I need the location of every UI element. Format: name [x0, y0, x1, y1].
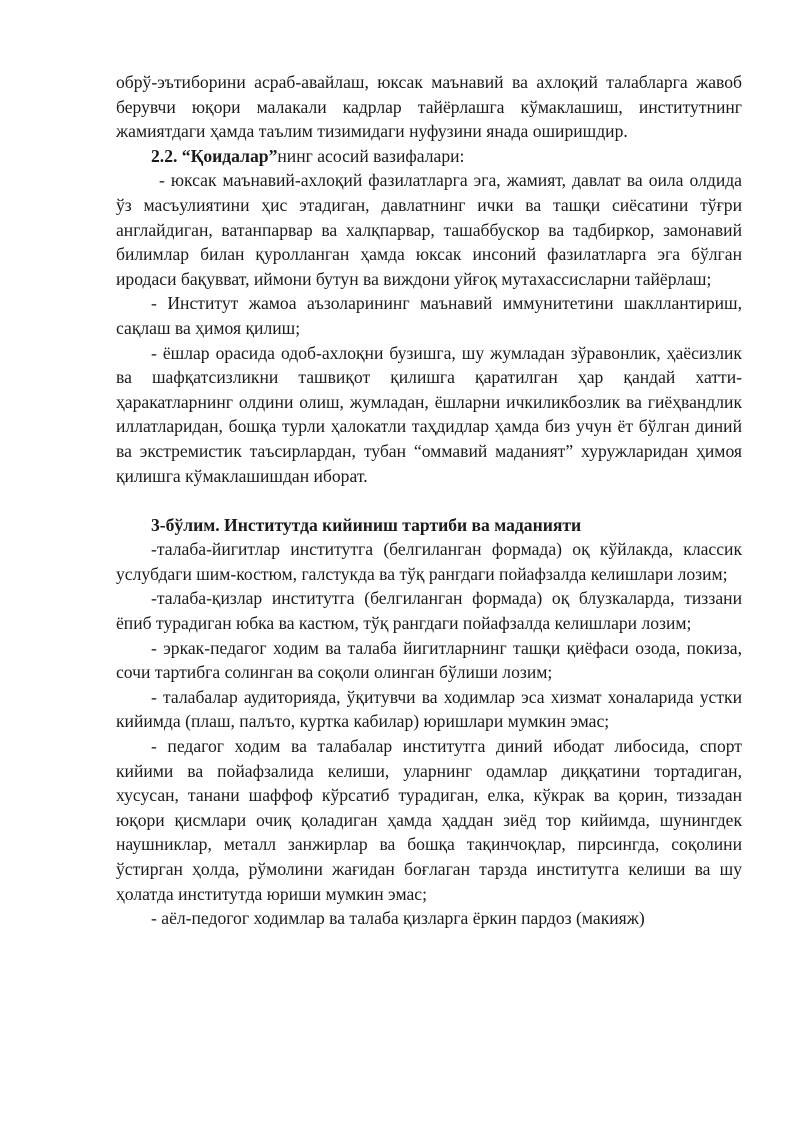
continuation-paragraph: обрў-эътиборини асраб-авайлаш, юксак маънавий ва ахлоқий талабларга жавоб берувчи юқори малакали кадрлар тайёрлашга кўмаклашиш, институтнинг жамиятдаги ҳамда таълим тизимидаги нуфузини янада оширишдир. — [116, 72, 742, 142]
section-2-2-rest: нинг асосий вазифалари: — [277, 145, 465, 166]
section-3-item-6: - аёл-педогог ходимлар ва талаба қизларга ёркин пардоз (макияж) — [151, 908, 645, 929]
section-3-item-1: -талаба-йигитлар институтга (белгиланган формада) оқ кўйлакда, классик услубдаги шим-костюм, галстукда ва тўқ рангдаги пойафзалда келишлари лозим; — [116, 539, 742, 584]
section-3-title: 3-бўлим. Институтда кийиниш тартиби ва маданияти — [151, 514, 582, 535]
section-2-2-number: 2.2. — [151, 145, 178, 166]
section-2-2-heading — [116, 144, 742, 169]
section-3-item-4: - талабалар аудиторияда, ўқитувчи ва ходимлар эса хизмат хоналарида устки кийимда (плаш, палъто, куртка кабилар) юришлари мумкин эмас; — [116, 686, 742, 732]
section-3-item-5: - педагог ходим ва талабалар институтга диний ибодат либосида, спорт кийими ва пойафзалида келиши, уларнинг одамлар диққатини тортадиган, хусусан, танани шаффоф кўрсатиб турадиган, елка, кўкрак ва қорин, тиззадан юқори қисмлари очиқ қоладиган ҳамда ҳаддан зиёд тор кийимда, шунингдек наушниклар, металл занжирлар ва бошқа тақинчоқлар, пирсингда, соқолини ўстирган ҳолда, рўмолини жағидан боғлаган тарзда институтга келиши ва шу ҳолатда институтда юриши мумкин эмас; — [116, 736, 742, 904]
section-3-item-2: -талаба-қизлар институтга (белгиланган формада) оқ блузкаларда, тиззани ёпиб турадиган юбка ва кастюм, тўқ рангдаги пойафзалда келишлари лозим; — [116, 588, 742, 634]
section-2-2-title: “Қоидалар” — [181, 145, 278, 166]
section-2-2-item-3: - ёшлар орасида одоб-ахлоқни бузишга, шу жумладан зўравонлик, ҳаёсизлик ва шафқатсизликни ташвиқот қилишга қаратилган ҳар қандай хатти-ҳаракатларнинг олдини олиш, жумладан, ёшларни ичкиликбозлик ва гиёҳвандлик иллатларидан, бошқа турли ҳалокатли таҳдидлар ҳамда биз учун ёт бўлган диний ва экстремистик таъсирлардан, тубан “оммавий маданият” хуружларидан ҳимоя қилишга кўмаклашишдан иборат. — [116, 342, 742, 486]
document-page — [116, 70, 742, 931]
section-3-item-3: - эркак-педагог ходим ва талаба йигитларнинг ташқи қиёфаси озода, покиза, сочи тартибга солинган ва соқоли олинган бўлиши лозим; — [116, 637, 742, 683]
section-2-2-item-2: - Институт жамоа аъзоларининг маънавий иммунитетини шакллантириш, сақлаш ва ҳимоя қилиш; — [116, 293, 742, 338]
section-2-2-item-1: - юксак маънавий-ахлоқий фазилатларга эга, жамият, давлат ва оила олдида ўз масъулиятини ҳис этадиган, давлатнинг ички ва ташқи сиёсатини тўғри англайдиган, ватанпарвар ва халқпарвар, ташаббускор ва тадбиркор, замонавий билимлар билан қуролланган ҳамда юксак инсоний фазилатларга эга бўлган иродаси бақувват, иймони бутун ва виждони уйғоқ мутахассисларни тайёрлаш; — [116, 170, 742, 289]
